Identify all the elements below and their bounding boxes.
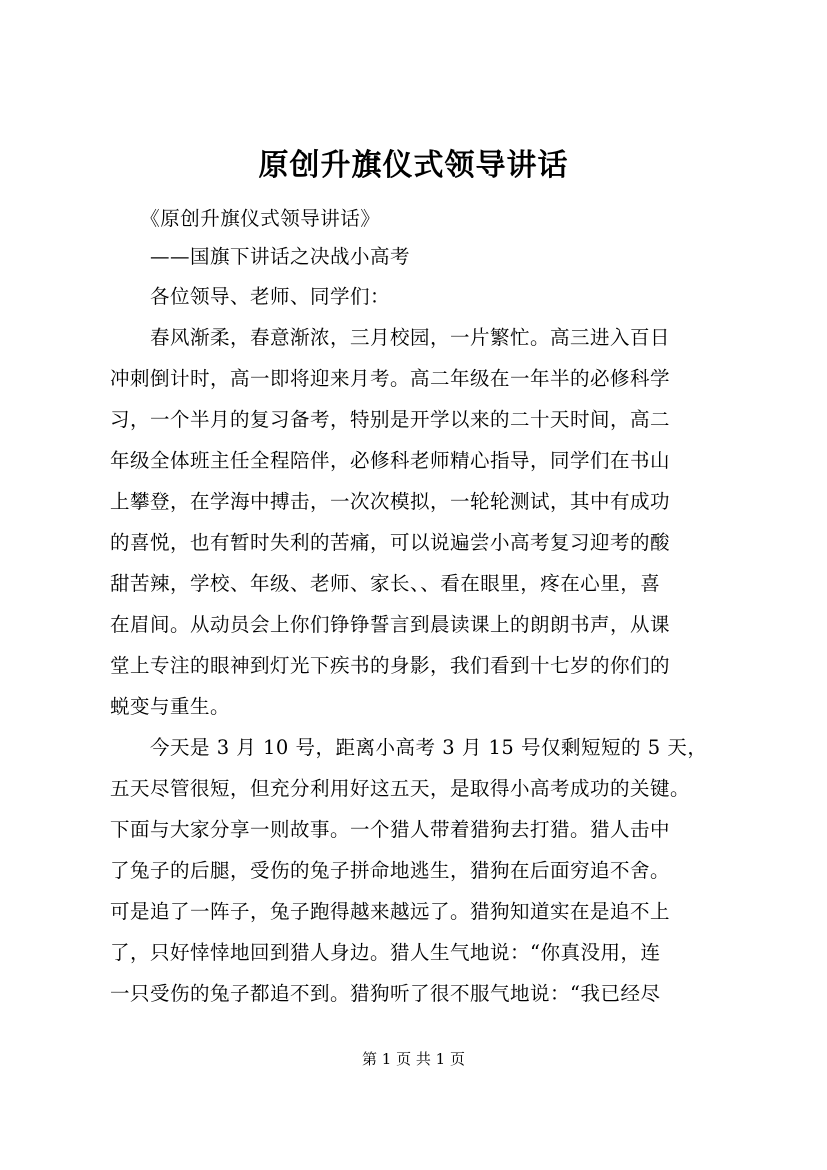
text-line: 春风渐柔，春意渐浓，三月校园，一片繁忙。高三进入百日 xyxy=(110,326,671,349)
text-line: 五天尽管很短，但充分利用好这五天，是取得小高考成功的关键。 xyxy=(110,777,691,800)
text-line: 今天是 3 月 10 号，距离小高考 3 月 15 号仅剩短短的 5 天， xyxy=(110,736,708,759)
text-line: 堂上专注的眼神到灯光下疾书的身影，我们看到十七岁的你们的 xyxy=(110,654,671,677)
text-line: 《原创升旗仪式领导讲话》 xyxy=(110,207,381,230)
text-line: 年级全体班主任全程陪伴，必修科老师精心指导，同学们在书山 xyxy=(110,449,671,472)
text-line: 可是追了一阵子，兔子跑得越来越远了。猎狗知道实在是追不上 xyxy=(110,900,671,923)
text-line: 一只受伤的兔子都追不到。猎狗听了很不服气地说：“我已经尽 xyxy=(110,982,661,1005)
text-line: 习，一个半月的复习备考，特别是开学以来的二十天时间，高二 xyxy=(110,408,671,431)
document-title: 原创升旗仪式领导讲话 xyxy=(258,148,569,183)
text-line: 下面与大家分享一则故事。一个猎人带着猎狗去打猎。猎人击中 xyxy=(110,818,671,841)
text-line: 冲刺倒计时，高一即将迎来月考。高二年级在一年半的必修科学 xyxy=(110,367,671,390)
text-line: 蜕变与重生。 xyxy=(110,695,231,718)
text-line: 在眉间。从动员会上你们铮铮誓言到晨读课上的朗朗书声，从课 xyxy=(110,613,671,636)
page-footer: 第 1 页 共 1 页 xyxy=(362,1050,465,1068)
text-line: 甜苦辣，学校、年级、老师、家长、、看在眼里，疼在心里，喜 xyxy=(110,572,661,595)
text-line: 上攀登，在学海中搏击，一次次模拟，一轮轮测试，其中有成功 xyxy=(110,490,671,513)
text-line: 了兔子的后腿，受伤的兔子拼命地逃生，猎狗在后面穷追不舍。 xyxy=(110,859,671,882)
text-line: 的喜悦，也有暂时失利的苦痛，可以说遍尝小高考复习迎考的酸 xyxy=(110,531,671,554)
text-line: 了，只好悻悻地回到猎人身边。猎人生气地说：“你真没用，连 xyxy=(110,941,661,964)
text-line: 各位领导、老师、同学们： xyxy=(110,285,391,308)
text-line: ——国旗下讲话之决战小高考 xyxy=(110,245,411,268)
